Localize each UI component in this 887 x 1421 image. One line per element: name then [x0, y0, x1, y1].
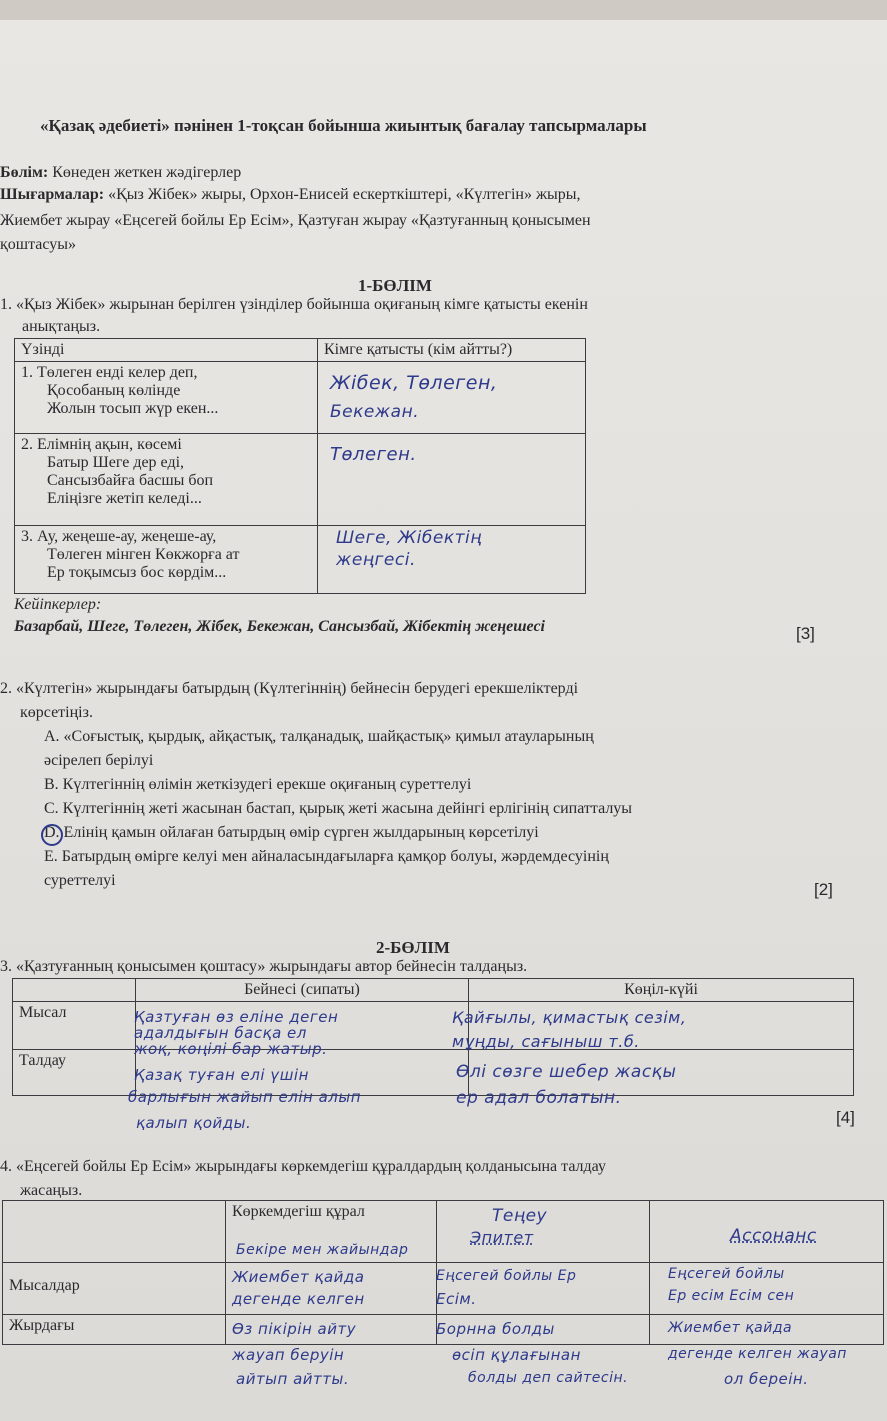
hand-t4-col3-title2: Эпитет	[470, 1228, 534, 1247]
t1-r2-l2: Батыр Шеге дер еді,	[47, 454, 185, 471]
t1-row1-fragment	[15, 362, 318, 434]
t3-row-analysis: Талдау	[13, 1050, 136, 1096]
selected-answer-circle	[41, 824, 63, 846]
hand-t3-r1c2-c: жоқ, көңілі бар жатыр.	[134, 1040, 328, 1058]
t1-r2-l1: 2. Елімнің ақын, көсемі	[21, 436, 182, 453]
hand-t4-r2c3: Борнна болды	[436, 1320, 555, 1338]
hand-t4-r1c4-a: Еңсегей бойлы	[668, 1266, 785, 1282]
t1-row2-fragment	[15, 434, 318, 526]
hand-answer-3a: Шеге, Жібектің	[336, 528, 482, 548]
t3-corner	[13, 979, 136, 1002]
hand-t3-r1c3-b: мұңды, сағыныш т.б.	[452, 1032, 640, 1051]
q4-text-2: жасаңыз.	[20, 1182, 83, 1199]
page-title: «Қазақ әдебиеті» пәнінен 1-тоқсан бойынша жиынтық бағалау тапсырмалары	[40, 116, 647, 135]
hand-t3-r2c2-a: Қазақ туған елі үшін	[134, 1066, 309, 1084]
q2-option-e-1[interactable]: E. Батырдың өмірге келуі мен айналасындағыларға қамқор болуы, жәрдемдесуінің	[44, 848, 609, 865]
q4-text-1: 4. «Еңсегей бойлы Ер Есім» жырындағы көркемдегіш құралдардың қолданысына талдау	[0, 1158, 606, 1175]
worksheet-page	[0, 20, 887, 1421]
score-q2: [2]	[814, 880, 833, 899]
t3-header-mood: Көңіл-күйі	[469, 979, 854, 1002]
hand-t4-below-d: болды деп сайтесін.	[468, 1370, 629, 1386]
hand-t3-r2c2-b: барлығын жайып елін алып	[128, 1088, 362, 1106]
hand-t3-r1c2-a: Қазтуған өз еліне деген	[134, 1008, 339, 1026]
t1-r1-l3: Жолын тосып жүр екен...	[47, 400, 219, 417]
hand-t4-below-f: ол береін.	[724, 1370, 809, 1388]
q2-option-c[interactable]: C. Күлтегіннің жеті жасынан бастап, қырық жеті жасына дейінгі ерлігінің сипатталуы	[44, 800, 633, 817]
section-label: Бөлім:	[0, 164, 49, 181]
hand-t4-below-c: өсіп құлағынан	[452, 1346, 581, 1364]
works-line-1	[0, 186, 581, 204]
table-q1	[14, 338, 586, 594]
q2-option-d[interactable]: D. Елінің қамын ойлаған батырдың өмір сүрген жылдарының көрсетілуі	[44, 824, 539, 841]
q2-option-e-2: суреттелуі	[44, 872, 116, 889]
q2-option-b[interactable]: B. Күлтегіннің өлімін жеткізудегі ерекше оқиғаның суреттелуі	[44, 776, 472, 793]
q2-option-a-1[interactable]: A. «Соғыстық, қырдық, айқастық, талқанадық, шайқастық» қимыл атауларының	[44, 728, 594, 745]
hand-t4-device-top: Бекіре мен жайындар	[236, 1242, 409, 1258]
hand-t3-r2c3-b: ер адал болатын.	[456, 1088, 622, 1108]
q1-text-1: 1. «Қыз Жібек» жырынан берілген үзінділер бойынша оқиғаның кімге қатысты екенін	[0, 296, 588, 313]
t1-row3-fragment	[15, 526, 318, 594]
t4-row-examples: Мысалдар	[3, 1263, 226, 1315]
hand-answer-1a: Жібек, Төлеген,	[330, 372, 498, 394]
hand-t3-r1c2-b: адалдығын басқа ел	[134, 1024, 307, 1042]
t1-r3-l3: Ер тоқымсыз бос көрдім...	[47, 564, 227, 581]
section-value: Көнеден жеткен жәдігерлер	[52, 164, 242, 181]
works-line-3: қоштасуы»	[0, 236, 77, 253]
part1-heading: 1-БӨЛІМ	[358, 276, 432, 295]
section-line	[0, 164, 241, 182]
q2-text-1: 2. «Күлтегін» жырындағы батырдың (Күлтегіннің) бейнесін берудегі ерекшеліктерді	[0, 680, 579, 697]
q2-option-a-2: әсірелеп берілуі	[44, 752, 154, 769]
hand-t4-r1c3-a: Еңсегей бойлы Ер	[436, 1268, 577, 1284]
hand-answer-3b: жеңгесі.	[336, 550, 416, 570]
hand-t3-r1c3-a: Қайғылы, қимастық сезім,	[452, 1008, 687, 1027]
hand-t3-r2c3-a: Өлі сөзге шебер жасқы	[456, 1062, 677, 1082]
hand-t4-r2c2: Өз пікірін айту	[232, 1320, 357, 1338]
hand-answer-2: Төлеген.	[330, 444, 417, 465]
q1-text-2: анықтаңыз.	[22, 318, 101, 335]
t4-corner	[3, 1201, 226, 1263]
hand-t4-r1c4-b: Ер есім Есім сен	[668, 1288, 795, 1304]
t3-row-example: Мысал	[13, 1002, 136, 1050]
hand-t4-r1c3-b: Есім.	[436, 1290, 477, 1308]
hand-t4-r1c2-a: Жиембет қайда	[232, 1268, 365, 1286]
works-line-2: Жиембет жырау «Еңсегей бойлы Ер Есім», Қазтуған жырау «Қазтуғанның қонысымен	[0, 212, 591, 229]
t1-header-who: Кімге қатысты (кім айтты?)	[318, 339, 586, 362]
score-q1: [3]	[796, 624, 815, 643]
t1-r2-l3: Сансызбайға басшы боп	[47, 472, 214, 489]
t1-header-fragment: Үзінді	[15, 339, 318, 362]
hand-t3-r2c2-c: қалып қойды.	[136, 1114, 252, 1132]
hand-t4-col4-title: Ассонанс	[730, 1226, 817, 1246]
q2-text-2: көрсетіңіз.	[20, 704, 93, 721]
t1-r2-l4: Еліңізге жетіп келеді...	[47, 490, 202, 507]
hand-t4-col3-title: Теңеу	[492, 1206, 548, 1226]
q3-text: 3. «Қазтуғанның қонысымен қоштасу» жырындағы автор бейнесін талдаңыз.	[0, 958, 528, 975]
hand-answer-1b: Бекежан.	[330, 402, 420, 422]
t1-r3-l1: 3. Ау, жеңеше-ау, жеңеше-ау,	[21, 528, 217, 545]
t1-r1-l2: Қособаның көлінде	[47, 382, 181, 399]
hand-t4-below-a: жауап беруін	[232, 1346, 345, 1364]
hand-t4-r2c4: Жиембет қайда	[668, 1320, 793, 1336]
hand-t4-r1c2-b: дегенде келген	[232, 1290, 365, 1308]
characters-list: Базарбай, Шеге, Төлеген, Жібек, Бекежан, Сансызбай, Жібектің жеңешесі	[14, 618, 545, 635]
t4-header-device-label: Көркемдегіш құрал	[232, 1203, 365, 1220]
characters-label: Кейіпкерлер:	[14, 596, 102, 613]
hand-t4-below-e: дегенде келген жауап	[668, 1346, 847, 1362]
works-text-1: «Қыз Жібек» жыры, Орхон-Енисей ескерткіштері, «Күлтегін» жыры,	[108, 186, 581, 203]
works-label: Шығармалар:	[0, 186, 105, 203]
t1-r3-l2: Төлеген мінген Көкжорға ат	[47, 546, 240, 563]
t1-r1-l1: 1. Төлеген енді келер деп,	[21, 364, 198, 381]
t4-row-in-poem: Жырдағы	[3, 1315, 226, 1345]
hand-t4-below-b: айтып айтты.	[236, 1370, 350, 1388]
score-q3: [4]	[836, 1108, 855, 1127]
part2-heading: 2-БӨЛІМ	[376, 938, 450, 957]
t3-header-image: Бейнесі (сипаты)	[136, 979, 469, 1002]
